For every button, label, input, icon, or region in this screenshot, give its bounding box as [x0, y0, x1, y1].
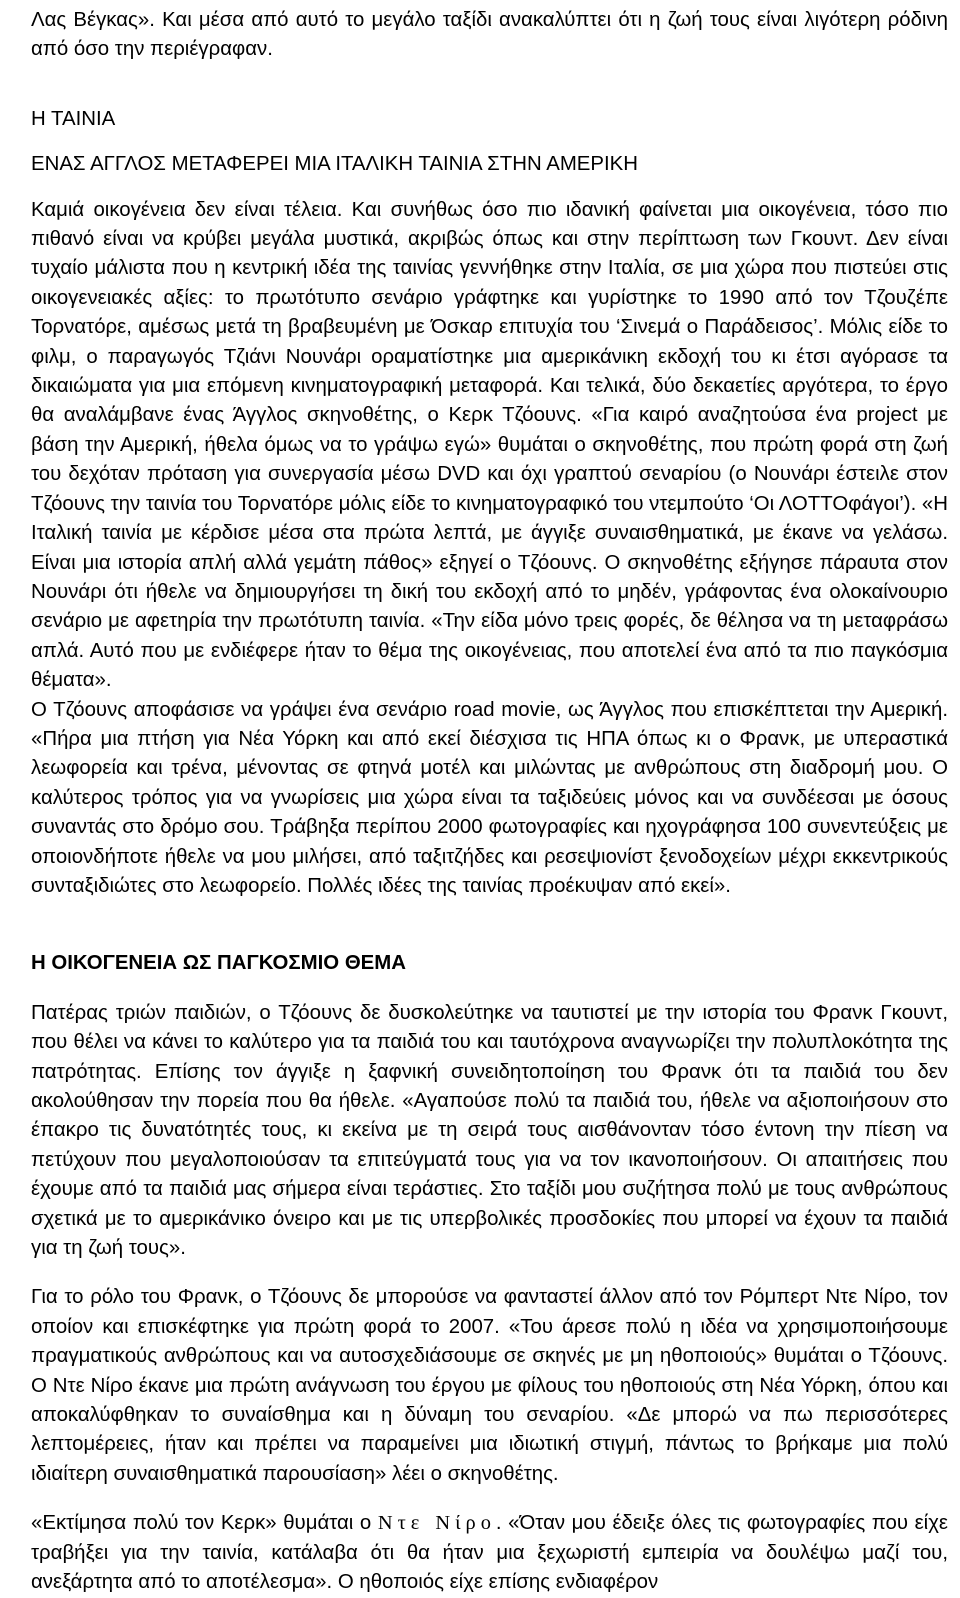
intro-paragraph: Λας Βέγκας». Και μέσα από αυτό το μεγάλο ταξίδι ανακαλύπτει ότι η ζωή τους είναι λιγότερη ρόδινη από όσο την περιέγραφαν.	[31, 9, 948, 61]
heading-film: Η ΤΑΙΝΙΑ	[31, 107, 116, 130]
body-paragraph-3: Πατέρας τριών παιδιών, ο Τζόουνς δε δυσκολεύτηκε να ταυτιστεί με την ιστορία του Φρανκ Γκουντ, που θέλει να κάνει το καλύτερο για τα παιδιά του και ταυτόχρονα αναγνωρίζει την πολυπλοκότητα της πατρότητας. Επίσης τον άγγιξε η ξαφνική συνειδητοποίηση του Φρανκ ότι τα παιδιά του δεν ακολούθησαν την πορεία που θα ήθελε. «Αγαπούσε πολύ τα παιδιά του, ήθελε να αξιοποιήσουν στο έπακρο τις δυνατότητές τους, κι εκείνα με τη σειρά τους αισθάνονταν τόσο έντονη την πίεση να πετύχουν που μεγαλοποιούσαν τα επιτεύγματά τους για να τον ικανοποιήσουν. Οι απαιτήσεις που έχουμε από τα παιδιά μας σήμερα είναι τεράστιες. Στο ταξίδι μου συζήτησα πολύ με τους ανθρώπους σχετικά με το αμερικάνικο όνειρο και με τις υπερβολικές προσδοκίες που μπορεί να έχουν τα παιδιά για τη ζωή τους».	[31, 1001, 948, 1260]
body-paragraph-1: Καμιά οικογένεια δεν είναι τέλεια. Και συνήθως όσο πιο ιδανική φαίνεται μια οικογένεια, τόσο πιο πιθανό είναι να κρύβει μεγάλα μυστικά, ακριβώς όπως και στην περίπτωση των Γκουντ. Δεν είναι τυχαίο μάλιστα που η κεντρική ιδέα της ταινίας γεννήθηκε στην Ιταλία, σε μια χώρα που πιστεύει στις οικογενειακές αξίες: το πρωτότυπο σενάριο γράφτηκε και γυρίστηκε το 1990 από τον Τζουζέπε Τορνατόρε, αμέσως μετά τη βραβευμένη με Όσκαρ επιτυχία του ‘Σινεμά ο Παράδεισος’. Μόλις είδε το φιλμ, ο παραγωγός Τζιάνι Νουνάρι οραματίστηκε μια αμερικάνικη εκδοχή του κι έτσι αγόρασε τα δικαιώματα για μια επόμενη κινηματογραφική μεταφορά. Και τελικά, δύο δεκαετίες αργότερα, το έργο θα αναλάμβανε ένας Άγγλος σκηνοθέτης, ο Κερκ Τζόουνς. «Για καιρό αναζητούσα ένα project με βάση την Αμερική, ήθελα όμως να το γράψω εγώ» θυμάται ο σκηνοθέτης, που πρώτη φορά στη ζωή του δεχόταν πρόταση για συνεργασία μέσω DVD και όχι γραπτού σεναρίου (ο Νουνάρι έστειλε στον Τζόουνς την ταινία του Τορνατόρε μόλις είδε το κινηματογραφικό του ντεμπούτο ‘Οι ΛΟΤΤΟφάγοι’). «Η Ιταλική ταινία με κέρδισε μέσα στα πρώτα λεπτά, με άγγιξε συναισθηματικά, με έκανε να γελάσω. Είναι μια ιστορία απλή αλλά γεμάτη πάθος» εξηγεί ο Τζόουνς. Ο σκηνοθέτης εξήγησε πάραυτα στον Νουνάρι ότι ήθελε να δημιουργήσει τη δική του εκδοχή από το μηδέν, γράφοντας ένα ολοκαίνουριο σενάριο με αφετηρία την πρωτότυπη ταινία. «Την είδα μόνο τρεις φορές, δε θέλησα να τη μεταφράσω απλά. Αυτό που με ενδιέφερε ήταν το θέμα της οικογένειας, που αποτελεί ένα από τα πιο παγκόσμια θέματα».	[31, 198, 948, 692]
body-paragraph-2: Ο Τζόουνς αποφάσισε να γράψει ένα σενάριο road movie, ως Άγγλος που επισκέπτεται την Αμερική. «Πήρα μια πτήση για Νέα Υόρκη και από εκεί διέσχισα τις ΗΠΑ όπως κι ο Φρανκ, με υπεραστικά λεωφορεία και τρένα, μένοντας σε φτηνά μοτέλ και μιλώντας με ανθρώπους στη διαδρομή μου. Ο καλύτερος τρόπος για να γνωρίσεις μια χώρα είναι τα ταξιδεύεις μόνος και να συνδέεσαι με όσους συναντάς στο δρόμο σου. Τράβηξα περίπου 2000 φωτογραφίες και ηχογράφησα 100 συνεντεύξεις με οποιονδήποτε ήθελε να μου μιλήσει, από ταξιτζήδες και ρεσεψιονίστ ξενοδοχείων μέχρι εκκεντρικούς συνταξιδιώτες στο λεωφορείο. Πολλές ιδέες της ταινίας προέκυψαν από εκεί».	[31, 698, 948, 897]
paragraph-5-name: Ντε Νίρο	[377, 1512, 496, 1535]
heading-subtitle: ΕΝΑΣ ΑΓΓΛΟΣ ΜΕΤΑΦΕΡΕΙ ΜΙΑ ΙΤΑΛΙΚΗ ΤΑΙΝΙΑ ΣΤΗΝ ΑΜΕΡΙΚΗ	[31, 153, 638, 176]
body-paragraph-5	[31, 1509, 948, 1597]
document-page	[31, 6, 948, 1598]
paragraph-5-rest: . «Όταν μου έδειξε όλες τις φωτογραφίες που είχε τραβήξει για την ταινία, κατάλαβα ότι θα ήταν μια ξεχωριστή εμπειρία να δουλέψω μαζί του, ανεξάρτητα από το αποτέλεσμα». Ο ηθοποιός είχε επίσης ενδιαφέρον	[31, 1512, 948, 1594]
body-paragraph-4: Για το ρόλο του Φρανκ, ο Τζόουνς δε μπορούσε να φανταστεί άλλον από τον Ρόμπερτ Ντε Νίρο, τον οποίον και επισκέφτηκε για πρώτη φορά το 2007. «Του άρεσε πολύ η ιδέα να χρησιμοποιήσουμε πραγματικούς ανθρώπους και να αυτοσχεδιάσουμε σε σκηνές με μη ηθοποιούς» θυμάται ο Τζόουνς. Ο Ντε Νίρο έκανε μια πρώτη ανάγνωση του έργου με φίλους του ηθοποιούς στη Νέα Υόρκη, όπου και αποκαλύφθηκαν το συναίσθημα και η δύναμη του σεναρίου. «Δε μπορώ να πω περισσότερες λεπτομέρειες, ήταν και πρέπει να παραμείνει μια ιδιωτική στιγμή, πάντως το βρήκαμε μια πολύ ιδιαίτερη συναισθηματικά παρουσίαση» λέει ο σκηνοθέτης.	[31, 1286, 948, 1485]
paragraph-5-start: «Εκτίμησα πολύ τον Κερκ» θυμάται ο	[31, 1512, 378, 1535]
heading-family-theme: Η ΟΙΚΟΓΕΝΕΙΑ ΩΣ ΠΑΓΚΟΣΜΙΟ ΘΕΜΑ	[31, 952, 406, 975]
